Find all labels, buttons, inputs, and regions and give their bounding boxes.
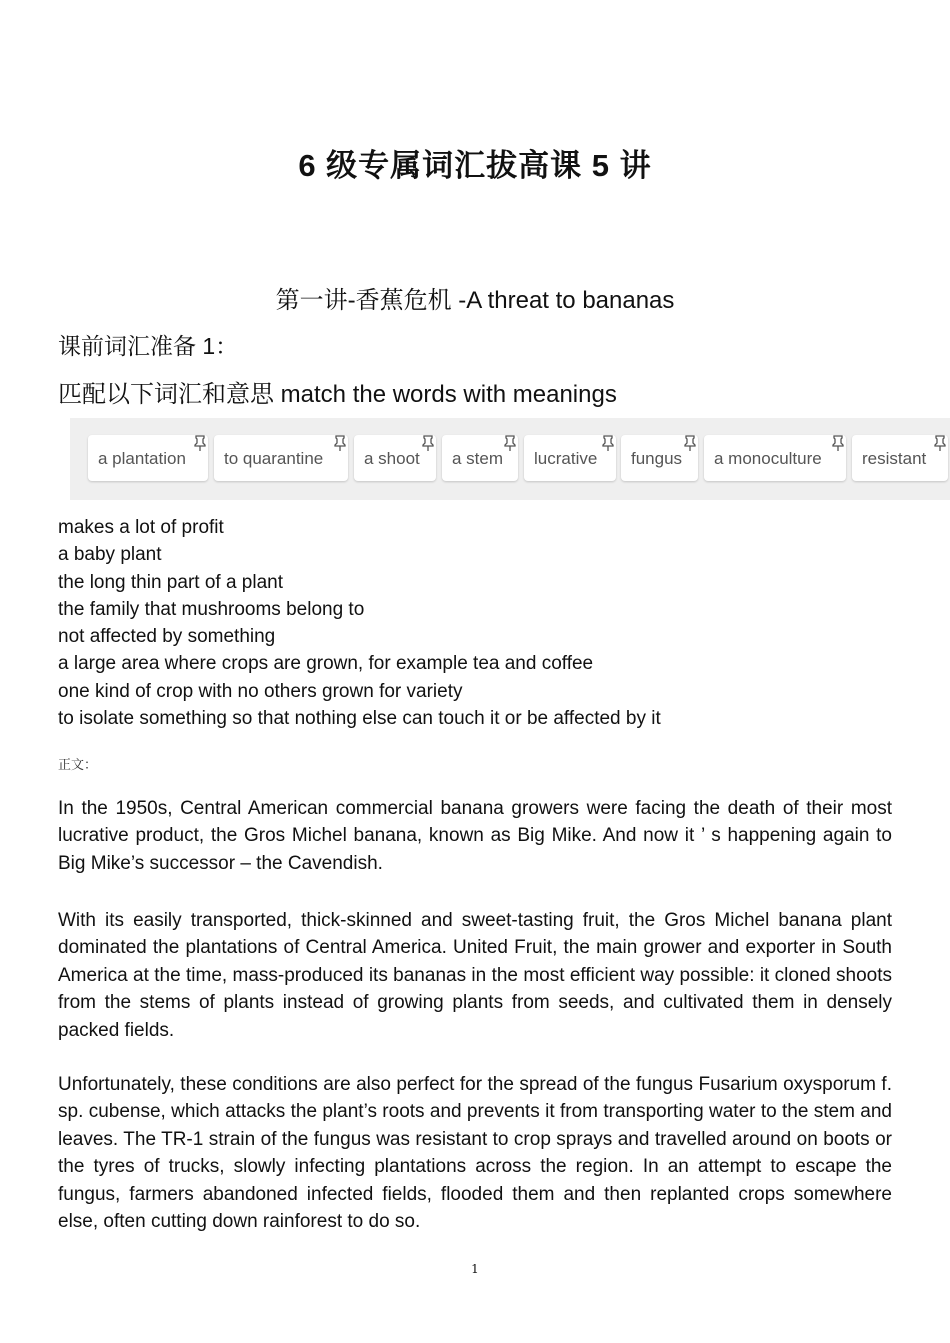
chip-label: a plantation (98, 449, 186, 468)
definition-item: makes a lot of profit (58, 517, 224, 538)
vocabulary-prep-label: 课前词汇准备 1： (58, 333, 239, 359)
chip-label: a stem (452, 449, 504, 468)
chip-label: lucrative (534, 449, 598, 468)
word-chip-monoculture[interactable] (704, 435, 846, 481)
definition-item: a baby plant (58, 544, 162, 566)
pin-icon[interactable] (683, 435, 697, 451)
definition-item: a large area where crops are grown, for example tea and coffee (58, 653, 594, 675)
pin-icon[interactable] (421, 435, 435, 451)
definitions-list (58, 514, 661, 732)
paragraph-3: Unfortunately, these conditions are also perfect for the spread of the fungus Fusarium oxysporum f. sp. cubense, which attacks the plant’s roots and prevents it from transporting water to the stem and leaves. The TR-1 strain of the fungus was resistant to crop sprays and travelled around on boots or the tyres of trucks, slowly infecting plantations across the region. In an attempt to escape the fungus, farmers abandoned infected fields, flooded them and then replanted crops somewhere else, often cutting down rainforest to do so. (58, 1074, 892, 1233)
pin-icon[interactable] (503, 435, 517, 451)
word-chip-plantation[interactable] (88, 435, 208, 481)
definition-item: one kind of crop with no others grown for variety (58, 680, 463, 702)
word-chip-lucrative[interactable] (524, 435, 616, 481)
word-chip-resistant[interactable] (852, 435, 948, 481)
chip-label: fungus (631, 449, 683, 468)
word-chip-bar (70, 418, 950, 500)
definition-item: the long thin part of a plant (58, 571, 283, 593)
word-chip-quarantine[interactable] (214, 435, 348, 481)
chip-label: to quarantine (224, 449, 324, 468)
matching-instruction: 匹配以下词汇和意思 match the words with meanings (58, 381, 617, 408)
paragraph-1: In the 1950s, Central American commercial banana growers were facing the death of their most lucrative product, the Gros Michel banana, known as Big Mike. And now it ’ s happening again to Big Mike’s successor – the Cavendish. (58, 798, 892, 874)
page-number: 1 (471, 1262, 479, 1276)
chip-label: a monoculture (714, 449, 822, 468)
pin-icon[interactable] (333, 435, 347, 451)
chip-label: a shoot (364, 449, 420, 468)
pin-icon[interactable] (831, 435, 845, 451)
paragraph-2: With its easily transported, thick-skinned and sweet-tasting fruit, the Gros Michel banana plant dominated the plantations of Central America. United Fruit, the main grower and exporter in South America at the time, mass-produced its bananas in the most efficient way possible: it cloned shoots from the stems of plants instead of growing plants from seeds, and cultivated them in densely packed fields. (58, 910, 892, 1041)
word-chip-fungus[interactable] (621, 435, 698, 481)
definition-item: to isolate something so that nothing else can touch it or be affected by it (58, 708, 661, 730)
lesson-title: 第一讲-香蕉危机 -A threat to bananas (275, 287, 675, 314)
document-title: 6 级专属词汇拔高课 5 讲 (298, 148, 652, 183)
pin-icon[interactable] (193, 435, 207, 451)
word-chip-stem[interactable] (442, 435, 518, 481)
definition-item: not affected by something (58, 626, 276, 648)
chip-label: resistant (862, 449, 927, 468)
pin-icon[interactable] (933, 435, 947, 451)
pin-icon[interactable] (601, 435, 615, 451)
body-text-label: 正文： (58, 758, 98, 773)
definition-item: the family that mushrooms belong to (58, 598, 365, 620)
word-chip-shoot[interactable] (354, 435, 436, 481)
